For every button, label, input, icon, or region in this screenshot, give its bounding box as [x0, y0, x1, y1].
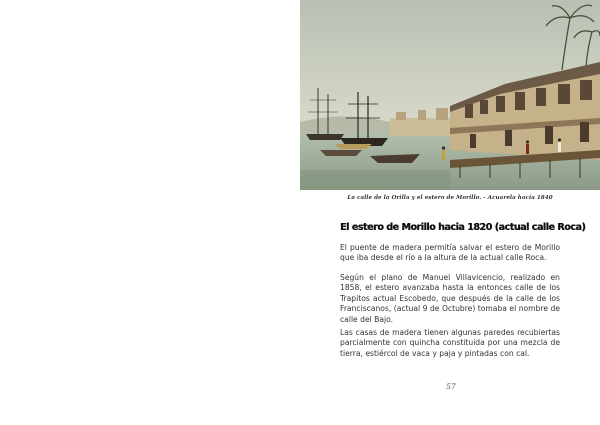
- water-reflection: [300, 170, 450, 190]
- boat-1: [320, 150, 362, 156]
- distant-buildings: [390, 118, 460, 136]
- paragraph-wooden-houses: Las casas de madera tienen algunas paredes recubiertas parcialmente con quincha constituida por una mezcla de tierra, estiércol de vaca y paja y pintadas con cal.: [340, 328, 560, 358]
- figure-caption: La calle de la Orilla y el estero de Morillo. - Acuarela hacia 1840: [347, 195, 553, 201]
- harbor-street-scene: [300, 0, 600, 190]
- section-heading: El estero de Morillo hacia 1820 (actual calle Roca): [340, 222, 586, 233]
- paragraph-bridge: El puente de madera permitía salvar el estero de Morillo que iba desde el río a la altura de la actual calle Roca.: [340, 243, 560, 263]
- page-number: 57: [446, 382, 456, 391]
- watercolor-illustration: [300, 0, 600, 190]
- paragraph-villavicencio-plan: Según el plano de Manuel Villavicencio, realizado en 1858, el estero avanzaba hasta la entonces calle de los Trapitos actual Escobedo, que después de la calle de los Franciscanos, (actual 9 de Octubre) tomaba el nombre de calle del Bajo.: [340, 273, 560, 324]
- boat-3: [335, 144, 372, 149]
